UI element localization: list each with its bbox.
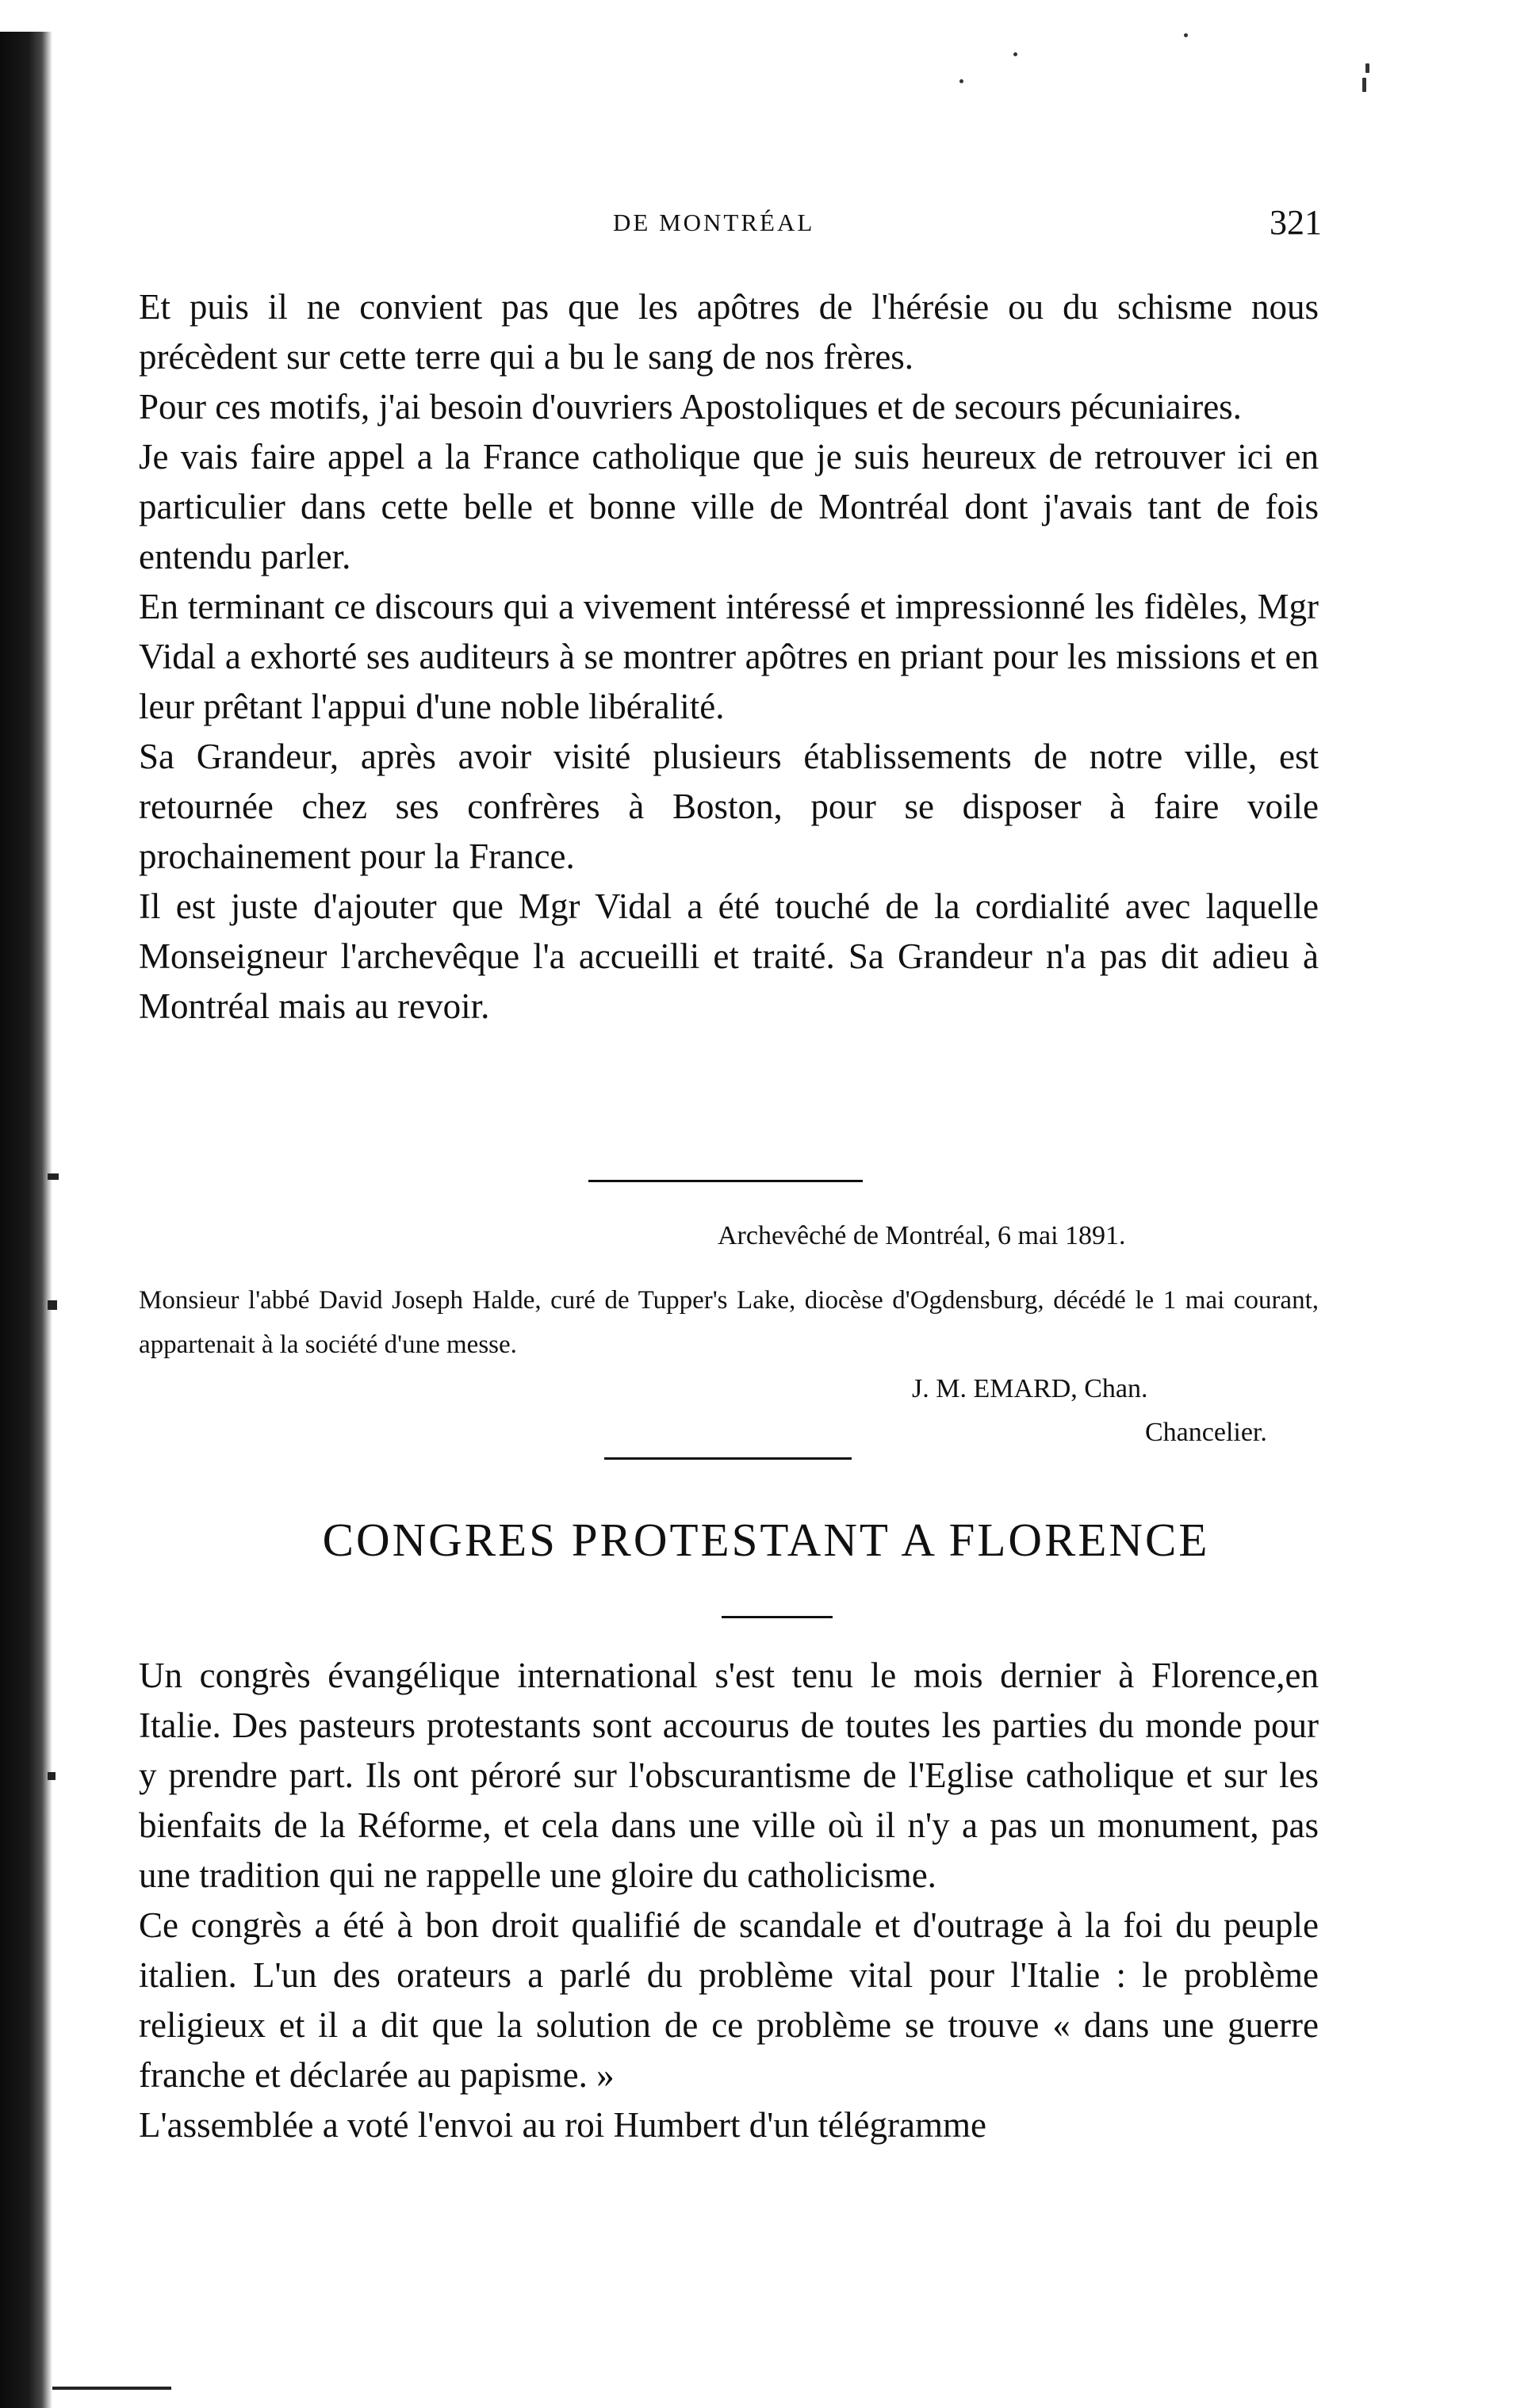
paragraph: Pour ces motifs, j'ai besoin d'ouvriers Apostoliques et de secours pécuniaires. [139,387,1242,427]
running-head [139,202,1336,242]
paragraph: Il est juste d'ajouter que Mgr Vidal a été touché de la cordialité avec laquelle Monseigneur l'archevêque l'a accueilli et traité. Sa Grandeur n'a pas dit adieu à Montréal mais au revoir. [139,886,1319,1026]
paragraph: En terminant ce discours qui a vivement intéressé et impressionné les fidèles, Mgr Vidal a exhorté ses auditeurs à se montrer apôtres en priant pour les missions et en leur prêtant l'appui d'une noble libéralité. [139,587,1319,726]
paragraph: Et puis il ne convient pas que les apôtres de l'hérésie ou du schisme nous précèdent sur cette terre qui a bu le sang de nos frères. [139,287,1319,377]
paragraph: Sa Grandeur, après avoir visité plusieurs établissements de notre ville, est retournée chez ses confrères à Boston, pour se disposer à faire voile prochainement pour la France. [139,737,1319,876]
notice-dateline: Archevêché de Montréal, 6 mai 1891. [718,1221,1126,1250]
edge-mark [48,1173,59,1180]
separator-rule [604,1457,852,1460]
section-body [139,1651,1319,2150]
notice-signature-role: Chancelier. [1145,1418,1267,1447]
bottom-edge-rule [52,2387,171,2390]
notice-signature: J. M. EMARD, Chan. [912,1374,1148,1403]
edge-mark [48,1772,56,1780]
paragraph: Ce congrès a été à bon droit qualifié de scandale et d'outrage à la foi du peuple italien. L'un des orateurs a parlé du problème vital pour l'Italie : le problème religieux et il a dit que la solution de ce problème se trouve « dans une guerre franche et déclarée au papisme. » [139,1905,1319,2095]
page-number: 321 [1270,203,1322,242]
running-title: DE MONTRÉAL [613,209,815,236]
binding-edge [0,32,52,2408]
paragraph: Je vais faire appel a la France catholique que je suis heureux de retrouver ici en particulier dans cette belle et bonne ville de Montréal dont j'avais tant de fois entendu parler. [139,437,1319,576]
body-text [139,282,1319,1032]
heading-rule [722,1616,833,1618]
paragraph: L'assemblée a voté l'envoi au roi Humbert d'un télégramme [139,2105,986,2145]
edge-mark [48,1300,57,1310]
paragraph: Un congrès évangélique international s'est tenu le mois dernier à Florence,en Italie. Des pasteurs protestants sont accourus de toutes les parties du monde pour y prendre part. Ils ont péroré sur l'obscurantisme de l'Eglise catholique et sur les bienfaits de la Réforme, et cela dans une ville où il n'y a pas un monument, pas une tradition qui ne rappelle une gloire du catholicisme. [139,1656,1319,1895]
separator-rule [588,1180,863,1182]
notice-text: Monsieur l'abbé David Joseph Halde, curé de Tupper's Lake, diocèse d'Ogdensburg, décédé le 1 mai courant, appartenait à la société d'une messe. [139,1286,1319,1359]
section-heading: CONGRES PROTESTANT A FLORENCE [322,1514,1210,1566]
